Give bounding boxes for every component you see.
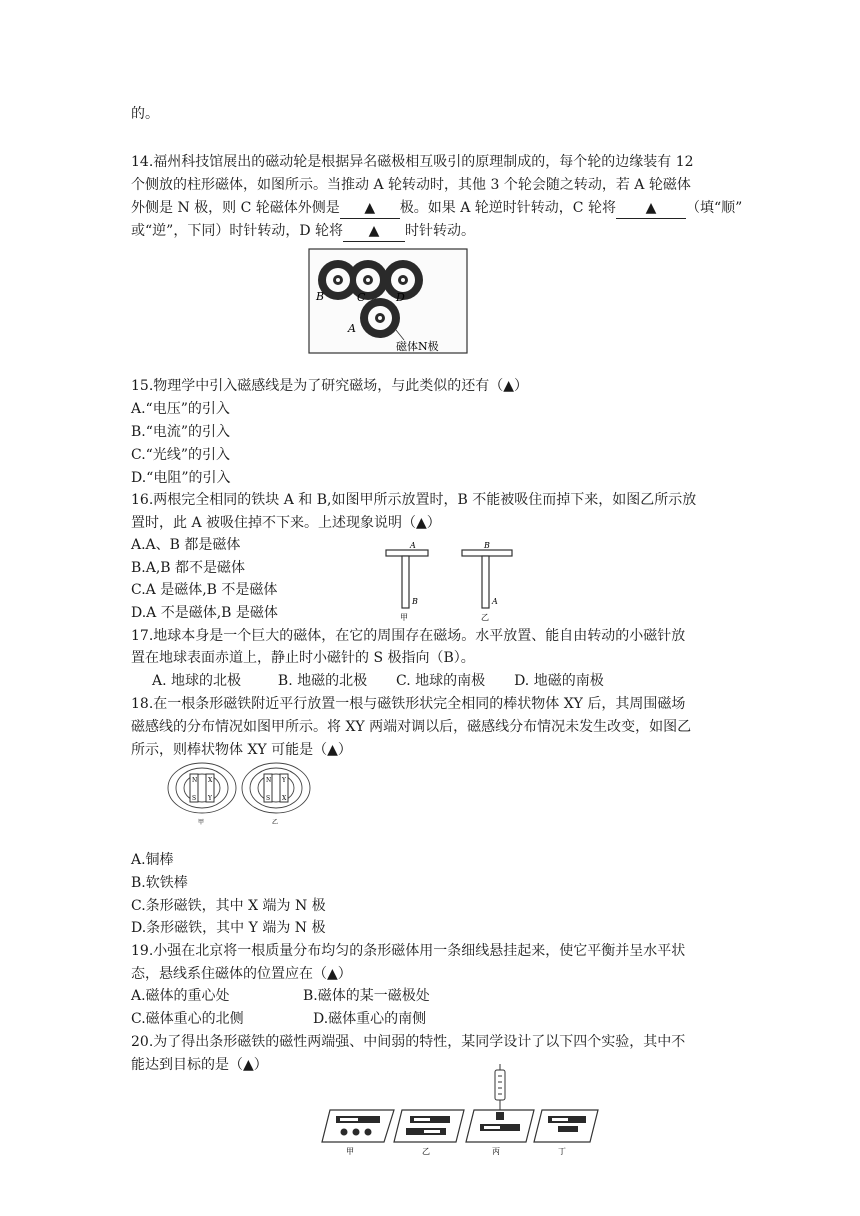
q18-option-b: B.软铁棒 [131,875,188,891]
q19-options-row-1 [131,986,430,1006]
q20-caption-bing: 丙 [492,1147,500,1156]
q16-option-d: D.A 不是磁体,B 是磁体 [131,605,278,621]
q14-blank-2[interactable]: ▲ [616,198,686,219]
jia-horizontal-bar [386,550,428,556]
q17-option-d: D. 地磁的南极 [514,673,604,689]
yi-vertical-bar [482,556,489,608]
q15-option-d: D.“电阻”的引入 [131,470,231,486]
q17-option-b: B. 地磁的北极 [277,673,368,689]
yi-end-x: X [282,795,287,802]
q18-option-d: D.条形磁铁，其中 Y 端为 N 极 [131,920,326,936]
top-fragment: 的。 [131,106,159,122]
q14-blank-1[interactable]: ▲ [340,198,400,219]
q20-caption-ding: 丁 [558,1147,566,1156]
spring-scale [495,1064,505,1112]
q17-line-2: 置在地球表面赤道上，静止时小磁针的 S 极指向（B）。 [131,650,475,666]
q14-line-3b: 极。如果 A 轮逆时针转动，C 轮将 [399,200,616,216]
q20-experiments-figure [320,1062,600,1158]
jia-pole-s: S [192,795,197,802]
label-b: B [316,290,325,303]
q17-option-c: C. 地球的南极 [396,673,486,689]
jia-end-x: X [208,777,213,784]
q18-caption-yi: 乙 [272,819,279,826]
q18-caption-jia: 甲 [198,819,205,826]
jia-caption: 甲 [400,613,408,622]
q18-field-figure [164,760,324,830]
q14-line-3 [131,198,742,219]
q14-wheels-figure [308,248,468,358]
q18-line-1: 18.在一根条形磁铁附近平行放置一根与磁铁形状完全相同的棒状物体 XY 后，其周围磁场 [131,696,686,712]
jia-label-b: B [412,597,418,606]
q16-line-2: 置时，此 A 被吸住掉不下来。上述现象说明（▲） [131,515,441,531]
q16-option-b: B.A,B 都不是磁体 [131,560,246,576]
q14-line-3a: 外侧是 N 极，则 C 轮磁体外侧是 [131,200,340,216]
q14-blank-3[interactable]: ▲ [343,221,405,242]
board-yi [394,1110,464,1142]
q19-option-c: C.磁体重心的北侧 [131,1011,244,1027]
q14-line-1: 14.福州科技馆展出的磁动轮是根据异名磁极相互吸引的原理制成的，每个轮的边缘装有 12 [131,154,694,170]
q19-option-d: D.磁体重心的南侧 [313,1011,427,1027]
yi-pole-s: S [266,795,271,802]
q20-caption-jia: 甲 [346,1147,354,1156]
board-jia [322,1110,394,1142]
q14-line-4 [131,221,475,242]
jia-label-a: A [410,541,416,550]
q18-line-3: 所示，则棒状物体 XY 可能是（▲） [131,742,352,758]
q17-options [152,671,604,691]
q19-option-a: A.磁体的重心处 [131,988,230,1004]
jia-vertical-bar [402,556,409,608]
q16-option-a: A.A、B 都是磁体 [131,537,241,553]
q18-option-a: A.铜棒 [131,852,174,868]
yi-caption: 乙 [481,613,489,622]
q19-line-1: 19.小强在北京将一根质量分布均匀的条形磁体用一条细线悬挂起来，使它平衡并呈水平状 [131,943,686,959]
q15-option-c: C.“光线”的引入 [131,447,230,463]
jia-end-y: Y [208,795,212,802]
q15-stem: 15.物理学中引入磁感线是为了研究磁场，与此类似的还有（▲） [131,378,529,394]
yi-label-b: B [484,541,490,550]
q19-line-2: 态，悬线系住磁体的位置应在（▲） [131,966,352,982]
q17-option-a: A. 地球的北极 [152,673,242,689]
q15-option-a: A.“电压”的引入 [131,401,230,417]
q16-iron-figure [384,540,544,622]
q19-options-row-2 [131,1009,426,1029]
jia-pole-n: N [192,777,198,784]
q18-option-c: C.条形磁铁，其中 X 端为 N 极 [131,898,326,914]
q18-line-2: 磁感线的分布情况如图甲所示。将 XY 两端对调以后，磁感线分布情况未发生改变，如图乙 [131,719,692,735]
q14-line-4a: 或“逆”，下同）时针转动，D 轮将 [131,223,343,239]
q20-caption-yi: 乙 [422,1147,430,1156]
q16-line-1: 16.两根完全相同的铁块 A 和 B,如图甲所示放置时，B 不能被吸住而掉下来，如图乙所示放 [131,492,697,508]
q16-option-c: C.A 是磁体,B 不是磁体 [131,582,278,598]
label-d: D [396,291,405,304]
yi-end-y: Y [282,777,286,784]
yi-pole-n: N [266,777,272,784]
yi-label-a: A [492,597,498,606]
label-c: C [357,291,366,304]
q14-line-3c: （填“顺” [685,200,743,216]
q14-line-4b: 时针转动。 [405,223,475,239]
label-a: A [348,322,356,335]
label-n-pole: 磁体N极 [396,340,439,353]
q20-line-1: 20.为了得出条形磁铁的磁性两端强、中间弱的特性，某同学设计了以下四个实验，其中不 [131,1034,686,1050]
q19-option-b: B.磁体的某一磁极处 [303,988,430,1004]
yi-horizontal-bar [462,550,512,556]
q14-line-2: 个侧放的柱形磁体，如图所示。当推动 A 轮转动时，其他 3 个轮会随之转动，若 A 轮磁体 [131,177,691,193]
q15-option-b: B.“电流”的引入 [131,424,231,440]
q20-line-2: 能达到目标的是（▲） [131,1057,268,1073]
q17-line-1: 17.地球本身是一个巨大的磁体，在它的周围存在磁场。水平放置、能自由转动的小磁针放 [131,628,686,644]
